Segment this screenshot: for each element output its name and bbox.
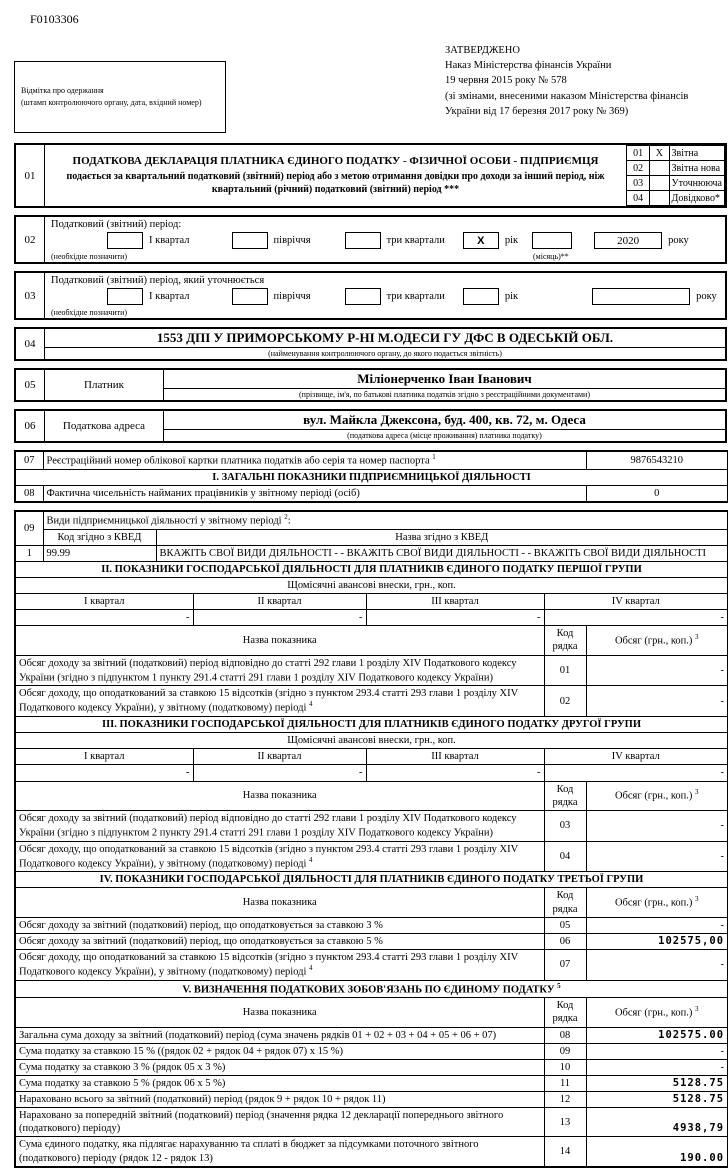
amount-value: - <box>586 1043 728 1059</box>
row-07 <box>15 451 728 469</box>
checkbox-three-quarters <box>345 288 381 305</box>
row-code: 05 <box>544 917 586 933</box>
declaration-title: ПОДАТКОВА ДЕКЛАРАЦІЯ ПЛАТНИКА ЄДИНОГО ПОДАТКУ - ФІЗИЧНОЇ ОСОБИ - ПІДПРИЄМЦЯ <box>72 154 599 167</box>
section-2-header <box>15 561 728 577</box>
checkbox-label: І квартал <box>149 291 190 302</box>
checkbox-label: півріччя <box>273 235 311 246</box>
checkbox-quarter1 <box>107 288 143 305</box>
employees-count-label: Фактична чисельність найманих працівників у звітному періоді (осіб) <box>43 485 586 502</box>
indicator-row <box>15 810 728 841</box>
row-code-header: Код рядка <box>544 888 586 917</box>
type-mark-checkbox: X <box>650 146 669 161</box>
amount-value: 4938,79 <box>586 1108 728 1137</box>
indicator-header-row <box>15 626 728 655</box>
quarter-3-header: ІІІ квартал <box>366 594 544 610</box>
year-suffix: року <box>668 235 689 246</box>
indicator-row <box>15 1043 728 1059</box>
checkbox-label: І квартал <box>149 235 190 246</box>
quarter-2-value: - <box>193 610 366 626</box>
amount-value: - <box>586 949 728 980</box>
indicator-name-header: Назва показника <box>15 781 544 810</box>
quarter-3-value: - <box>366 765 544 781</box>
type-mark-checkbox <box>650 161 669 176</box>
indicator-name: Обсяг доходу, що оподаткований за ставкою 15 відсотків (згідно з пунктом 293.4 статті 293 глави 1 розділу XIV Податкового кодексу України), у звітному (податковому) періоді $^4$ <box>15 949 544 980</box>
type-mark-checkbox <box>650 176 669 191</box>
amount-header: Обсяг (грн., коп.) $^3$ <box>586 998 728 1027</box>
declaration-page <box>14 10 727 1168</box>
quarters-header-row <box>15 749 728 765</box>
row-number: 08 <box>15 485 43 502</box>
row-code: 01 <box>544 655 586 686</box>
approved-line-3: 19 червня 2015 року № 578 <box>445 75 567 87</box>
amount-value: 5128.75 <box>586 1092 728 1108</box>
type-mark-checkbox <box>650 191 669 206</box>
quarter-2-value: - <box>193 765 366 781</box>
indicator-name-header: Назва показника <box>15 888 544 917</box>
row-08 <box>15 485 728 502</box>
indicator-name: Сума податку за ставкою 5 % (рядок 06 х 5 %) <box>15 1075 544 1091</box>
indicator-name: Обсяг доходу, що оподаткований за ставкою 15 відсотків (згідно з пунктом 293.4 статті 293 глави 1 розділу XIV Податкового кодексу України), у звітному (податковому) періоді $^4$ <box>15 686 544 717</box>
row-number: 01 <box>16 145 45 206</box>
checkbox-label: рік <box>504 291 519 302</box>
row-number: 03 <box>16 273 45 318</box>
block-03-corrected-period <box>14 271 727 320</box>
row-code-header: Код рядка <box>544 781 586 810</box>
approved-line-5: України від 17 березня 2017 року № 369) <box>445 105 629 117</box>
period-label: Податковий (звітний) період, який уточнюється <box>51 275 265 286</box>
block-06-tax-address <box>14 409 727 443</box>
registration-number-label: Реєстраційний номер облікової картки платника податків або серія та номер паспорта $^1$ <box>43 451 586 469</box>
section-1-header <box>15 469 728 485</box>
row-code: 12 <box>544 1092 586 1108</box>
amount-value: 102575,00 <box>586 933 728 949</box>
kved-header-row <box>15 529 728 545</box>
quarter-4-value: - <box>544 610 728 626</box>
row-code: 07 <box>544 949 586 980</box>
amount-value: - <box>586 917 728 933</box>
row-code-header: Код рядка <box>544 626 586 655</box>
checkbox-quarter1 <box>107 232 143 249</box>
quarter-2-header: ІІ квартал <box>193 749 366 765</box>
type-label: Довідково* <box>669 191 724 206</box>
indicator-name: Сума податку за ставкою 3 % (рядок 05 х 3 %) <box>15 1059 544 1075</box>
month-note: (місяць)** <box>533 252 569 261</box>
indicator-row <box>15 933 728 949</box>
quarter-1-header: І квартал <box>15 594 193 610</box>
tax-office-caption: (найменування контролюючого органу, до якого подається звітність) <box>268 349 502 358</box>
registration-number-value: 9876543210 <box>586 451 728 469</box>
indicator-header-row <box>15 781 728 810</box>
row-number: 04 <box>16 329 45 359</box>
type-row-utochnyuyucha <box>627 176 725 191</box>
checkbox-year <box>463 288 499 305</box>
section-1-title: І. ЗАГАЛЬНІ ПОКАЗНИКИ ПІДПРИЄМНИЦЬКОЇ ДІЯЛЬНОСТІ <box>15 469 728 485</box>
checkbox-label: три квартали <box>386 235 445 246</box>
indicator-row <box>15 917 728 933</box>
type-label: Уточнююча <box>669 176 724 191</box>
quarters-values-row <box>15 610 728 626</box>
kved-code-header: Код згідно з КВЕД <box>43 529 156 545</box>
indicator-row <box>15 1108 728 1137</box>
kved-entry-row <box>15 545 728 561</box>
amount-header: Обсяг (грн., коп.) $^3$ <box>586 781 728 810</box>
row-code: 11 <box>544 1075 586 1091</box>
indicator-name: Обсяг доходу за звітний (податковий) період, що оподатковується за ставкою 3 % <box>15 917 544 933</box>
header-row <box>14 41 727 133</box>
row-code: 10 <box>544 1059 586 1075</box>
indicator-row <box>15 841 728 872</box>
row-code: 02 <box>544 686 586 717</box>
type-label: Звітна <box>669 146 724 161</box>
quarter-1-value: - <box>15 765 193 781</box>
amount-header: Обсяг (грн., коп.) $^3$ <box>586 888 728 917</box>
indicator-name: Сума єдиного податку, яка підлягає нарахуванню та сплаті в бюджет за підсумками поточного звітного (податкового) періоду (рядок 12 - рядок 13) <box>15 1137 544 1167</box>
amount-value: 5128.75 <box>586 1075 728 1091</box>
quarter-2-header: ІІ квартал <box>193 594 366 610</box>
row-number: 07 <box>15 451 43 469</box>
type-row-zvitna <box>627 146 725 161</box>
indicator-name-header: Назва показника <box>15 626 544 655</box>
kved-entry-index: 1 <box>15 545 43 561</box>
approved-block <box>445 43 727 133</box>
checkbox-three-quarters <box>345 232 381 249</box>
year-input-box <box>592 288 690 305</box>
taxpayer-label: Платник <box>45 370 164 400</box>
row-code: 08 <box>544 1027 586 1043</box>
indicator-header-row <box>15 888 728 917</box>
tax-address-value: вул. Майкла Джексона, буд. 400, кв. 72, м. Одеса <box>164 411 725 430</box>
row-number: 02 <box>16 217 45 262</box>
activity-and-liability-table <box>14 510 728 1168</box>
block-02-reporting-period <box>14 215 727 264</box>
section-4-title: IV. ПОКАЗНИКИ ГОСПОДАРСЬКОЇ ДІЯЛЬНОСТІ ДЛЯ ПЛАТНИКІВ ЄДИНОГО ПОДАТКУ ТРЕТЬОЇ ГРУПИ <box>15 872 728 888</box>
type-row-zvitna-nova <box>627 161 725 176</box>
row-number: 09 <box>15 511 43 545</box>
indicator-row <box>15 1137 728 1167</box>
indicator-name: Нараховано за попередній звітний (податковий) період (значення рядка 12 декларації попереднього звітного (податкового) періоду) <box>15 1108 544 1137</box>
declaration-type-table <box>626 145 725 206</box>
indicator-name: Обсяг доходу, що оподаткований за ставкою 15 відсотків (згідно з пунктом 293.4 статті 293 глави 1 розділу XIV Податкового кодексу України), у звітному (податковому) періоді $^4$ <box>15 841 544 872</box>
indicator-name-header: Назва показника <box>15 998 544 1027</box>
row-number: 06 <box>16 411 45 441</box>
indicator-row <box>15 1092 728 1108</box>
amount-value: - <box>586 841 728 872</box>
indicator-name: Обсяг доходу за звітний (податковий) період, що оподатковується за ставкою 5 % <box>15 933 544 949</box>
taxpayer-name: Міліонерченко Іван Іванович <box>164 370 725 389</box>
indicator-name: Загальна сума доходу за звітний (податковий) період (сума значень рядків 01 + 02 + 03 + 04 + 05 + 06 + 07) <box>15 1027 544 1043</box>
tax-office-name: 1553 ДПІ У ПРИМОРСЬКОМУ Р-НІ М.ОДЕСИ ГУ ДФС В ОДЕСЬКІЙ ОБЛ. <box>45 329 725 348</box>
monthly-advance-header: Щомісячні авансові внески, грн., коп. <box>15 577 728 593</box>
indicator-row <box>15 949 728 980</box>
row-code: 14 <box>544 1137 586 1167</box>
checkbox-halfyear <box>232 288 268 305</box>
type-code: 01 <box>627 146 650 161</box>
indicator-name: Обсяг доходу за звітний (податковий) період відповідно до статті 292 глави 1 розділу XIV Податкового кодексу України (згідно з підпунктом 1 пункту 291.4 статті 291 глави 1 розділу XIV Податкового кодексу України) <box>15 655 544 686</box>
quarters-values-row <box>15 765 728 781</box>
monthly-advance-header: Щомісячні авансові внески, грн., коп. <box>15 733 728 749</box>
type-code: 04 <box>627 191 650 206</box>
quarter-1-header: І квартал <box>15 749 193 765</box>
mark-required-note: (необхідне позначити) <box>51 252 128 261</box>
tax-address-caption: (податкова адреса (місце проживання) платника податку) <box>347 431 542 440</box>
indicator-name: Сума податку за ставкою 15 % ((рядок 02 + рядок 04 + рядок 07) х 15 %) <box>15 1043 544 1059</box>
type-row-dovidkovo <box>627 191 725 206</box>
checkbox-year: X <box>463 232 499 249</box>
amount-value: - <box>586 655 728 686</box>
month-input-box <box>532 232 572 249</box>
quarter-1-value: - <box>15 610 193 626</box>
kved-entry-name: ВКАЖІТЬ СВОЇ ВИДИ ДІЯЛЬНОСТІ - - ВКАЖІТЬ СВОЇ ВИДИ ДІЯЛЬНОСТІ - - ВКАЖІТЬ СВОЇ ВИДИ ДІЯЛЬНОСТІ <box>156 545 728 561</box>
mark-required-note: (необхідне позначити) <box>51 308 128 317</box>
receipt-stamp-box <box>14 61 226 133</box>
block-01-declaration-type <box>14 143 727 208</box>
activity-types-label: Види підприємницької діяльності у звітному періоді $^2$: <box>43 511 728 529</box>
block-05-taxpayer <box>14 368 727 402</box>
row-09-label <box>15 511 728 529</box>
amount-value: - <box>586 1059 728 1075</box>
indicator-header-row <box>15 998 728 1027</box>
amount-value: - <box>586 686 728 717</box>
declaration-subtitle: подається за квартальний податковий (звітний) період або з метою отримання довідки про доходи за інший період, ніж квартальний (річний) податковий (звітний) період *** <box>66 171 605 196</box>
general-indicators-table <box>14 450 728 503</box>
checkbox-halfyear <box>232 232 268 249</box>
row-number: 05 <box>16 370 45 400</box>
row-code: 06 <box>544 933 586 949</box>
quarter-3-header: ІІІ квартал <box>366 749 544 765</box>
taxpayer-caption: (прізвище, ім'я, по батькові платника податків згідно з реєстраційними документами) <box>299 390 590 399</box>
row-code: 03 <box>544 810 586 841</box>
section-3-title: ІІІ. ПОКАЗНИКИ ГОСПОДАРСЬКОЇ ДІЯЛЬНОСТІ ДЛЯ ПЛАТНИКІВ ЄДИНОГО ПОДАТКУ ДРУГОЇ ГРУПИ <box>15 717 728 733</box>
type-label: Звітна нова <box>669 161 724 176</box>
quarter-4-value: - <box>544 765 728 781</box>
approved-line-2: Наказ Міністерства фінансів України <box>445 60 612 72</box>
stamp-line-1: Відмітка про одержання <box>21 86 104 95</box>
amount-value: - <box>586 810 728 841</box>
approved-line-4: (зі змінами, внесеними наказом Міністерства фінансів <box>445 90 689 102</box>
section-5-title: V. ВИЗНАЧЕННЯ ПОДАТКОВИХ ЗОБОВ'ЯЗАНЬ ПО ЄДИНОМУ ПОДАТКУ $^5$ <box>15 980 728 998</box>
block-04-tax-office <box>14 327 727 361</box>
type-code: 02 <box>627 161 650 176</box>
type-code: 03 <box>627 176 650 191</box>
row-code-header: Код рядка <box>544 998 586 1027</box>
section-4-header <box>15 872 728 888</box>
checkbox-label: рік <box>504 235 519 246</box>
section-5-header <box>15 980 728 998</box>
kved-entry-code: 99.99 <box>43 545 156 561</box>
indicator-row <box>15 1027 728 1043</box>
amount-value: 190.00 <box>586 1137 728 1167</box>
approved-line-1: ЗАТВЕРДЖЕНО <box>445 45 520 56</box>
year-input-box: 2020 <box>594 232 662 249</box>
tax-address-label: Податкова адреса <box>45 411 164 441</box>
section-2-title: ІІ. ПОКАЗНИКИ ГОСПОДАРСЬКОЇ ДІЯЛЬНОСТІ ДЛЯ ПЛАТНИКІВ ЄДИНОГО ПОДАТКУ ПЕРШОЇ ГРУПИ <box>15 561 728 577</box>
indicator-row <box>15 686 728 717</box>
quarter-4-header: IV квартал <box>544 749 728 765</box>
section-3-header <box>15 717 728 733</box>
period-label: Податковий (звітний) період: <box>51 219 182 230</box>
amount-value: 102575.00 <box>586 1027 728 1043</box>
indicator-name: Нараховано всього за звітний (податковий) період (рядок 9 + рядок 10 + рядок 11) <box>15 1092 544 1108</box>
row-code: 13 <box>544 1108 586 1137</box>
quarters-header-row <box>15 594 728 610</box>
amount-header: Обсяг (грн., коп.) $^3$ <box>586 626 728 655</box>
row-code: 09 <box>544 1043 586 1059</box>
stamp-line-2: (штамп контролюючого органу, дата, вхідний номер) <box>21 98 202 107</box>
row-code: 04 <box>544 841 586 872</box>
checkbox-label: три квартали <box>386 291 445 302</box>
indicator-row <box>15 1075 728 1091</box>
year-suffix: року <box>696 291 717 302</box>
indicator-row <box>15 655 728 686</box>
kved-name-header: Назва згідно з КВЕД <box>156 529 728 545</box>
quarter-4-header: IV квартал <box>544 594 728 610</box>
employees-count-value: 0 <box>586 485 728 502</box>
checkbox-label: півріччя <box>273 291 311 302</box>
indicator-name: Обсяг доходу за звітний (податковий) період відповідно до статті 292 глави 1 розділу XIV Податкового кодексу України (згідно з підпунктом 2 пункту 291.4 статті 291 глави 1 розділу XIV Податкового кодексу України) <box>15 810 544 841</box>
indicator-row <box>15 1059 728 1075</box>
form-code: F0103306 <box>30 12 79 26</box>
quarter-3-value: - <box>366 610 544 626</box>
